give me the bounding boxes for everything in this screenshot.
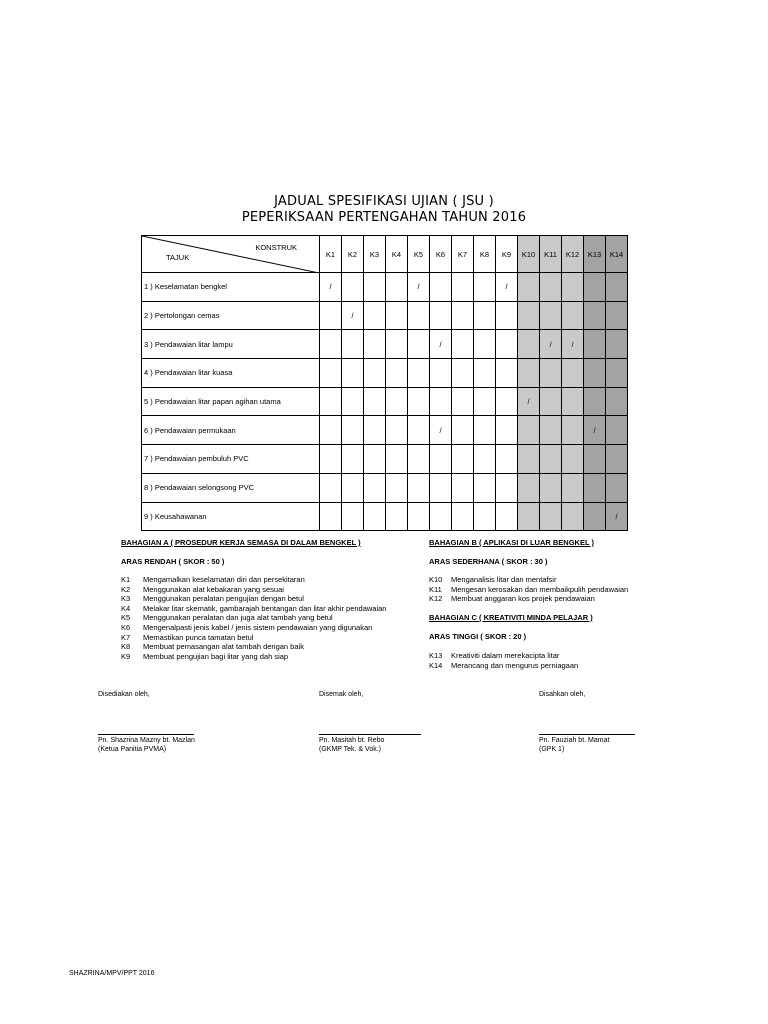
mark-cell	[584, 301, 606, 330]
mark-cell	[320, 502, 342, 531]
document-subtitle: PEPERIKSAAN PERTENGAHAN TAHUN 2016	[241, 210, 527, 225]
list-item	[429, 661, 578, 671]
mark-cell	[408, 301, 430, 330]
mark-cell	[342, 473, 364, 502]
mark-cell	[584, 273, 606, 302]
mark-cell	[364, 359, 386, 388]
table-row	[142, 301, 628, 330]
mark-cell	[562, 359, 584, 388]
mark-cell	[606, 330, 628, 359]
mark-cell	[320, 473, 342, 502]
signature-approved	[539, 690, 635, 754]
mark-cell	[364, 502, 386, 531]
mark-cell	[386, 387, 408, 416]
item-text: Melakar litar skematik, gambarajah bentangan dan litar akhir pendawaian	[143, 603, 387, 613]
table-row	[142, 473, 628, 502]
mark-cell	[430, 273, 452, 302]
signature-line	[539, 734, 635, 735]
mark-cell	[386, 502, 408, 531]
signature-prepared	[98, 690, 195, 754]
topic-cell: 3 ) Pendawaian litar lampu	[142, 330, 320, 359]
topic-cell: 7 ) Pendawaian pembuluh PVC	[142, 445, 320, 474]
list-item	[121, 623, 386, 633]
mark-cell	[452, 502, 474, 531]
table-row	[142, 445, 628, 474]
topic-cell: 4 ) Pendawaian litar kuasa	[142, 359, 320, 388]
mark-cell	[474, 330, 496, 359]
mark-cell	[584, 330, 606, 359]
mark-cell: /	[518, 387, 540, 416]
mark-cell: /	[584, 416, 606, 445]
mark-cell	[452, 301, 474, 330]
mark-cell	[562, 502, 584, 531]
mark-cell	[562, 473, 584, 502]
mark-cell	[606, 387, 628, 416]
table-row	[142, 359, 628, 388]
mark-cell	[430, 301, 452, 330]
mark-cell	[562, 387, 584, 416]
mark-cell	[540, 473, 562, 502]
item-text: Kreativiti dalam merekacipta litar	[451, 651, 560, 660]
item-text: Membuat anggaran kos projek pendawaian	[451, 594, 595, 604]
mark-cell	[562, 416, 584, 445]
mark-cell	[496, 359, 518, 388]
mark-cell	[606, 359, 628, 388]
item-code: K9	[121, 651, 131, 661]
signature-label: Disediakan oleh,	[98, 691, 150, 698]
mark-cell	[320, 359, 342, 388]
signature-role: (Ketua Panitia PVMA)	[98, 746, 167, 753]
mark-cell	[320, 387, 342, 416]
section-b-level: ARAS SEDERHANA ( SKOR : 30 )	[429, 557, 548, 566]
tajuk-label: TAJUK	[166, 253, 190, 262]
column-header: K10	[518, 236, 540, 273]
topic-cell: 8 ) Pendawaian selongsong PVC	[142, 473, 320, 502]
section-c-level: ARAS TINGGI ( SKOR : 20 )	[429, 632, 527, 641]
mark-cell	[496, 387, 518, 416]
signature-label: Disemak oleh,	[319, 691, 364, 698]
section-c-title: BAHAGIAN C ( KREATIVITI MINDA PELAJAR )	[429, 613, 593, 622]
section-c-list	[429, 651, 578, 670]
mark-cell	[386, 301, 408, 330]
item-code: K8	[121, 642, 131, 652]
mark-cell	[540, 502, 562, 531]
list-item	[121, 575, 386, 585]
mark-cell	[430, 359, 452, 388]
section-b-list	[429, 575, 628, 604]
item-code: K2	[121, 584, 131, 594]
list-item	[121, 642, 386, 652]
mark-cell	[364, 301, 386, 330]
mark-cell	[584, 387, 606, 416]
table-header-row	[142, 236, 628, 273]
section-a-list	[121, 575, 386, 661]
list-item	[121, 604, 386, 614]
column-header: K14	[606, 236, 628, 273]
mark-cell: /	[342, 301, 364, 330]
table-row	[142, 387, 628, 416]
item-code: K11	[429, 584, 442, 594]
column-header: K3	[364, 236, 386, 273]
mark-cell	[474, 273, 496, 302]
item-code: K12	[429, 594, 443, 604]
mark-cell	[408, 359, 430, 388]
item-text: Mengenalpasti jenis kabel / jenis sistem pendawaian yang digunakan	[143, 622, 373, 632]
mark-cell: /	[430, 416, 452, 445]
topic-cell: 6 ) Pendawaian permukaan	[142, 416, 320, 445]
mark-cell	[474, 387, 496, 416]
item-text: Merancang dan mengurus perniagaan	[451, 660, 579, 670]
signature-label: Disahkan oleh,	[539, 691, 586, 698]
item-text: Memastikan punca tamatan betul	[143, 632, 254, 642]
item-code: K1	[121, 575, 131, 584]
mark-cell	[342, 416, 364, 445]
mark-cell	[496, 416, 518, 445]
mark-cell	[386, 330, 408, 359]
footer-code: SHAZRINA/MPV/PPT 2016	[69, 970, 155, 977]
mark-cell	[562, 301, 584, 330]
mark-cell	[474, 445, 496, 474]
item-text: Menganalisis litar dan mentafsir	[451, 575, 557, 584]
mark-cell	[452, 445, 474, 474]
mark-cell	[452, 330, 474, 359]
mark-cell	[474, 301, 496, 330]
mark-cell: /	[320, 273, 342, 302]
mark-cell	[474, 502, 496, 531]
table-row	[142, 330, 628, 359]
mark-cell	[364, 473, 386, 502]
mark-cell	[430, 445, 452, 474]
mark-cell	[496, 330, 518, 359]
mark-cell	[364, 273, 386, 302]
mark-cell	[584, 359, 606, 388]
mark-cell	[584, 473, 606, 502]
column-header: K6	[430, 236, 452, 273]
mark-cell	[342, 387, 364, 416]
mark-cell	[386, 416, 408, 445]
signature-name: Pn. Fauziah bt. Mamat	[539, 737, 610, 744]
mark-cell	[408, 502, 430, 531]
item-text: Mengamalkan keselamatan diri dan persekitaran	[143, 575, 305, 584]
mark-cell	[342, 273, 364, 302]
table-row	[142, 273, 628, 302]
mark-cell	[430, 387, 452, 416]
item-code: K14	[429, 660, 443, 670]
mark-cell	[496, 301, 518, 330]
section-a-title: BAHAGIAN A ( PROSEDUR KERJA SEMASA DI DALAM BENGKEL )	[121, 538, 361, 547]
mark-cell: /	[606, 502, 628, 531]
mark-cell	[518, 445, 540, 474]
mark-cell	[408, 445, 430, 474]
mark-cell	[320, 301, 342, 330]
mark-cell	[364, 445, 386, 474]
mark-cell	[408, 473, 430, 502]
mark-cell: /	[540, 330, 562, 359]
mark-cell	[518, 473, 540, 502]
mark-cell	[584, 445, 606, 474]
item-code: K10	[429, 575, 443, 584]
item-code: K4	[121, 603, 131, 613]
item-text: Membuat pemasangan alat tambah dengan baik	[143, 642, 304, 652]
mark-cell	[408, 416, 430, 445]
mark-cell	[518, 359, 540, 388]
mark-cell	[342, 330, 364, 359]
mark-cell	[474, 416, 496, 445]
mark-cell	[452, 473, 474, 502]
section-a-level: ARAS RENDAH ( SKOR : 50 )	[121, 557, 225, 566]
mark-cell	[606, 473, 628, 502]
mark-cell	[496, 473, 518, 502]
item-text: Menggunakan peralatan dan juga alat tambah yang betul	[143, 613, 333, 623]
mark-cell	[606, 416, 628, 445]
mark-cell	[364, 330, 386, 359]
mark-cell	[496, 502, 518, 531]
signature-line	[319, 734, 421, 735]
topic-cell: 5 ) Pendawaian litar papan agihan utama	[142, 387, 320, 416]
document-title: JADUAL SPESIFIKASI UJIAN ( JSU )	[274, 194, 494, 209]
mark-cell	[562, 273, 584, 302]
column-header: K7	[452, 236, 474, 273]
list-item	[121, 633, 386, 643]
mark-cell	[518, 330, 540, 359]
mark-cell	[320, 445, 342, 474]
mark-cell	[452, 273, 474, 302]
mark-cell: /	[430, 330, 452, 359]
column-header: K8	[474, 236, 496, 273]
mark-cell	[518, 416, 540, 445]
topic-cell: 9 ) Keusahawanan	[142, 502, 320, 531]
mark-cell: /	[496, 273, 518, 302]
mark-cell	[540, 273, 562, 302]
mark-cell	[584, 502, 606, 531]
signature-role: (GPK 1)	[539, 746, 565, 753]
item-code: K13	[429, 651, 443, 660]
column-header: K5	[408, 236, 430, 273]
item-text: Menggunakan peralatan pengujian dengan betul	[143, 594, 304, 604]
column-header: K13	[584, 236, 606, 273]
item-code: K5	[121, 613, 131, 623]
mark-cell	[474, 473, 496, 502]
item-code: K6	[121, 622, 131, 632]
mark-cell	[408, 330, 430, 359]
mark-cell	[518, 273, 540, 302]
signature-role: (GKMP Tek. & Vok.)	[319, 746, 381, 753]
list-item	[121, 585, 386, 595]
mark-cell	[386, 473, 408, 502]
mark-cell	[540, 301, 562, 330]
mark-cell	[386, 359, 408, 388]
mark-cell	[562, 445, 584, 474]
item-code: K3	[121, 594, 131, 604]
list-item	[429, 585, 628, 595]
topic-cell: 1 ) Keselamatan bengkel	[142, 273, 320, 302]
mark-cell	[452, 416, 474, 445]
mark-cell	[342, 445, 364, 474]
mark-cell	[474, 359, 496, 388]
item-text: Membuat pengujian bagi litar yang dah siap	[143, 651, 289, 661]
mark-cell	[386, 445, 408, 474]
signature-checked	[319, 690, 421, 754]
item-text: Mengesan kerosakan dan membaikpulih pendawaian	[451, 584, 629, 594]
mark-cell	[606, 301, 628, 330]
mark-cell	[342, 502, 364, 531]
mark-cell	[540, 359, 562, 388]
list-item	[121, 613, 386, 623]
table-row	[142, 416, 628, 445]
mark-cell: /	[562, 330, 584, 359]
list-item	[121, 594, 386, 604]
column-header: K11	[540, 236, 562, 273]
mark-cell	[364, 416, 386, 445]
mark-cell	[408, 387, 430, 416]
mark-cell	[540, 445, 562, 474]
mark-cell: /	[408, 273, 430, 302]
spec-table	[141, 235, 628, 531]
mark-cell	[364, 387, 386, 416]
signature-name: Pn. Shazrina Mazny bt. Mazlan	[98, 737, 195, 744]
column-header: K12	[562, 236, 584, 273]
konstruk-label: KONSTRUK	[255, 243, 297, 252]
mark-cell	[518, 301, 540, 330]
column-header: K9	[496, 236, 518, 273]
mark-cell	[452, 387, 474, 416]
mark-cell	[320, 330, 342, 359]
mark-cell	[452, 359, 474, 388]
list-item	[429, 594, 628, 604]
list-item	[429, 651, 578, 661]
list-item	[121, 652, 386, 662]
signature-name: Pn. Masitah bt. Rebo	[319, 737, 385, 744]
column-header: K2	[342, 236, 364, 273]
table-row	[142, 502, 628, 531]
mark-cell	[430, 502, 452, 531]
mark-cell	[518, 502, 540, 531]
mark-cell	[430, 473, 452, 502]
mark-cell	[540, 387, 562, 416]
column-header: K1	[320, 236, 342, 273]
topic-cell: 2 ) Pertolongan cemas	[142, 301, 320, 330]
mark-cell	[386, 273, 408, 302]
mark-cell	[342, 359, 364, 388]
table-corner-cell	[142, 236, 320, 273]
mark-cell	[320, 416, 342, 445]
list-item	[429, 575, 628, 585]
item-text: Menggunakan alat kebakaran yang sesuai	[143, 584, 284, 594]
item-code: K7	[121, 632, 131, 642]
mark-cell	[496, 445, 518, 474]
mark-cell	[606, 445, 628, 474]
mark-cell	[540, 416, 562, 445]
signature-line	[98, 734, 194, 735]
column-header: K4	[386, 236, 408, 273]
section-b-title: BAHAGIAN B ( APLIKASI DI LUAR BENGKEL )	[429, 538, 594, 547]
mark-cell	[606, 273, 628, 302]
